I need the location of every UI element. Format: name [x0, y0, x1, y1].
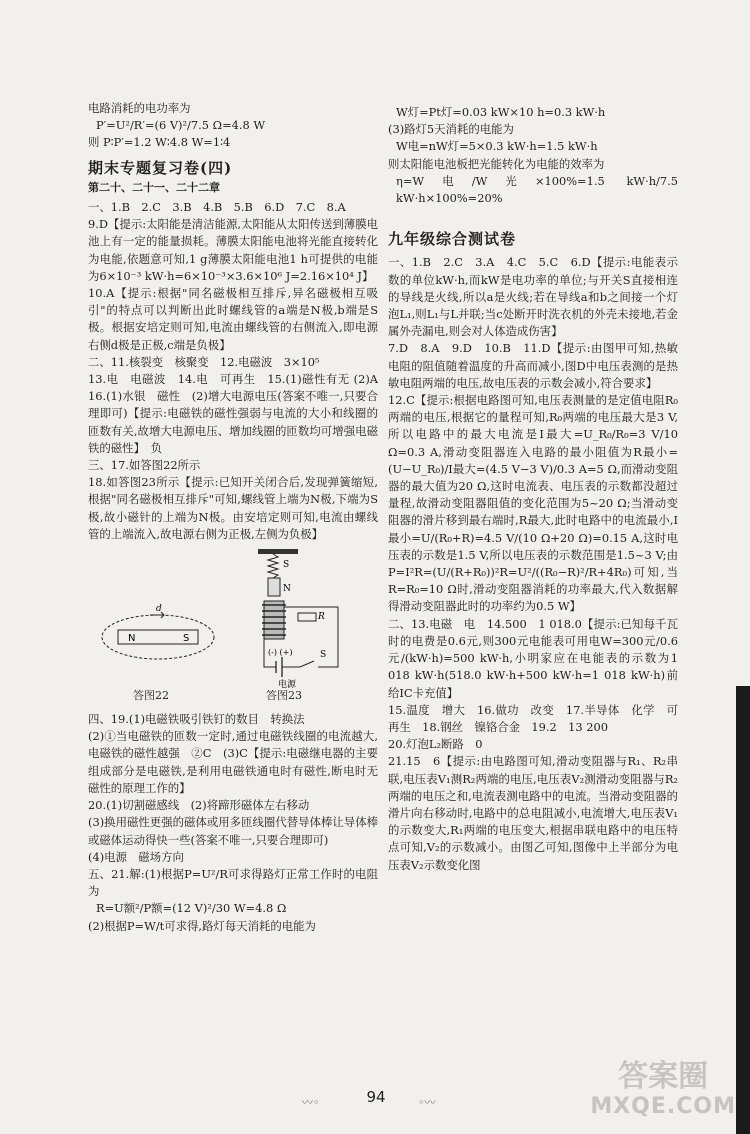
answer-line: (2)根据P=W/t可求得,路灯每天消耗的电能为: [88, 918, 316, 933]
figure-22-magnet: [98, 597, 218, 667]
watermark-logo: [590, 1059, 736, 1122]
page-edge-shadow: [736, 686, 750, 1134]
magnet-s-label: S: [283, 560, 290, 571]
formula-line: P′=U²/R′=(6 V)²/7.5 Ω=4.8 W: [96, 118, 266, 133]
answer-line: 7.D 8.A 9.D 10.B 11.D【提示:由图甲可知,热敏电阻的阻值随着温度的升高而减小,图D中电压表测的是热敏电阻两端的电压,故电压表的示数会减小,符合要求】: [388, 341, 678, 390]
answer-line: (2)①当电磁铁的匝数一定时,通过电磁铁线圈的电流越大,电磁铁的磁性越强 ②C (3)C【提示:电磁继电器的主要组成部分是电磁铁,是利用电磁铁通电时有磁性,断电时无磁性的原理工作的】: [88, 729, 378, 795]
answer-line: 四、19.(1)电磁铁吸引铁钉的数目 转换法: [88, 712, 305, 727]
answer-line: 则太阳能电池板把光能转化为电能的效率为: [388, 156, 605, 171]
ornament-right: ◦〰: [418, 1096, 436, 1109]
formula-line: η=W电/W光×100%=1.5 kW·h/7.5 kW·h×100%=20%: [396, 173, 678, 206]
resistor-label: R: [318, 612, 325, 623]
magnet-n-label: N: [283, 584, 291, 595]
text-line: 则 P∶P′=1.2 W∶4.8 W=1∶4: [88, 135, 231, 150]
arrow-label: d: [156, 604, 162, 615]
text-line: 电路消耗的电功率为: [88, 101, 191, 115]
answer-line: 五、21.解:(1)根据P=U²/R可求得路灯正常工作时的电阻为: [88, 866, 378, 899]
formula-line: W电=nW灯=5×0.3 kW·h=1.5 kW·h: [396, 139, 598, 154]
left-column: [88, 100, 390, 935]
figures: [88, 547, 378, 707]
page-number: 94: [366, 1088, 386, 1106]
section-subtitle: 第二十、二十一、二十二章: [88, 180, 220, 194]
answer-line: 一、1.B 2.C 3.A 4.C 5.C 6.D【提示:电能表示数的单位kW·h,而kW是电功率的单位;与开关S直接相连的导线是火线,所以a是火线;若在导线a和b之间接一个灯泡L₁,则L₁与L并联;当c处断开时洗衣机的外壳未接地,若金属外壳漏电,则会对人体造成伤害】: [388, 255, 678, 339]
figure-22-caption: 答图22: [133, 689, 169, 703]
answer-line: 13.电 电磁波 14.电 可再生 15.(1)磁性有无 (2)A 16.(1)水银 磁性 (2)增大电源电压(答案不唯一,只要合理即可)【提示:电磁铁的磁性强弱与电流的大小和线圈的匝数有关,故增大电源电压、增加线圈的匝数均可增强电磁铁的磁性】 负: [88, 372, 390, 455]
answer-line: 二、11.核裂变 核聚变 12.电磁波 3×10⁵: [88, 354, 320, 369]
ornament-left: 〰◦: [302, 1096, 320, 1109]
answer-line: 18.如答图23所示【提示:已知开关闭合后,发现弹簧缩短,根据"同名磁极相互排斥"可知,螺线管上端为N极,下端为S极,故小磁针的上端为N极。由安培定则可知,电流由螺线管的上端流入,故电源右侧为正极,左侧为负极】: [88, 475, 378, 541]
section-title: 九年级综合测试卷: [388, 230, 517, 249]
answer-line: (3)换用磁性更强的磁体或用多匝线圈代替导体棒让导体棒或磁体运动得快一些(答案不唯一,只要合理即可): [88, 815, 378, 847]
figure-23-caption: 答图23: [266, 689, 302, 703]
answer-line: 20.灯泡L₂断路 0: [388, 737, 483, 752]
power-label: 电源: [278, 680, 297, 691]
answer-line: 21.15 6【提示:由电路图可知,滑动变阻器与R₁、R₂串联,电压表V₁测R₂两端的电压,电压表V₂测滑动变阻器与R₂两端的电压之和,电流表测电路中的电流。当滑动变阻器的滑片向右移动时,电路中的总电阻减小,电流增大,电压表V₁的示数变大,R₁两端的电压变大,根据串联电路中的电压特点可知,V₂的示数减小。由图乙可知,图像中上半部分为电压表V₂示数变化图: [388, 754, 678, 872]
answer-line: 10.A【提示:根据"同名磁极相互排斥,异名磁极相互吸引"的特点可以判断出此时螺线管的a端是N极,b端是S极。根据安培定则可知,电流由螺线管的右侧流入,即电源右侧d极是正极,c端是负极】: [88, 286, 378, 352]
answer-line: 一、1.B 2.C 3.B 4.B 5.B 6.D 7.C 8.A: [88, 200, 346, 215]
figure-23-solenoid: [238, 547, 358, 697]
answer-line: 二、13.电磁 电 14.500 1 018.0【提示:已知每千瓦时的电费是0.6元,则300元电能表可用电W=300元/0.6元/(kW·h)=500 kW·h,小明家应在电能表的示数为1 018 kW·h(518.0 kW·h+500 kW·h=1 018 kW·h)前给IC卡充值】: [388, 616, 678, 700]
formula-line: R=U额²/P额=(12 V)²/30 W=4.8 Ω: [96, 901, 287, 916]
polarity-label: (-) (+): [268, 648, 293, 658]
answer-line: 12.C【提示:根据电路图可知,电压表测量的是定值电阻R₀两端的电压,根据它的量程可知,R₀两端的电压最大是3 V,所以电路中的最大电流是I最大=U_R₀/R₀=3 V/10 Ω=0.3 A,滑动变阻器连入电路的最小阻值为R最小=(U−U_R₀)/I最大=(4.5 V−3 V)/0.3 A=5 Ω,而滑动变阻器的最大值为20 Ω,这时电流表、电压表的示数都没超过量程,故滑动变阻器阻值的变化范围为5~20 Ω;当滑动变阻器的滑片移到最右端时,R最大,此时电路中的电流最小,I最小=U/(R₀+R)=4.5 V/(10 Ω+20 Ω)=0.15 A,这时电压表的示数是1.5 V,所以电压表的示数范围是1.5~3 V;由P=I²R=(U/(R+R₀))²R=U²/((R₀−R)²/R+4R₀)可知,当R=R₀=10 Ω时,滑动变阻器消耗的功率最大,代入数据解得滑动变阻器此时的功率约为0.5 W】: [388, 393, 678, 614]
answer-line: (3)路灯5天消耗的电能为: [388, 122, 514, 137]
switch-label: S: [320, 650, 327, 661]
watermark-url: MXQE.COM: [590, 1094, 736, 1119]
answer-line: 15.温度 增大 16.做功 改变 17.半导体 化学 可再生 18.钢丝 镍铬合金 19.2 13 200: [388, 702, 678, 734]
s-pole-label: S: [183, 633, 190, 645]
answer-line: (4)电源 磁场方向: [88, 849, 184, 864]
answer-line: 三、17.如答图22所示: [88, 458, 201, 473]
watermark-main: 答案圈: [618, 1059, 709, 1094]
answer-line: 9.D【提示:太阳能是清洁能源,太阳能从太阳传送到薄膜电池上有一定的能量损耗。薄膜太阳能电池将光能直接转化为电能,依题意可知,1 g薄膜太阳能电池1 h可提供的电能为6×10⁻³ kW·h=6×10⁻³×3.6×10⁶ J=2.16×10⁴ J】: [88, 217, 378, 283]
answer-line: 20.(1)切割磁感线 (2)将蹄形磁体左右移动: [88, 798, 310, 813]
formula-line: W灯=Pt灯=0.03 kW×10 h=0.3 kW·h: [396, 105, 606, 119]
section-title: 期末专题复习卷(四): [88, 158, 233, 177]
n-pole-label: N: [128, 633, 136, 645]
right-column: [388, 104, 678, 874]
